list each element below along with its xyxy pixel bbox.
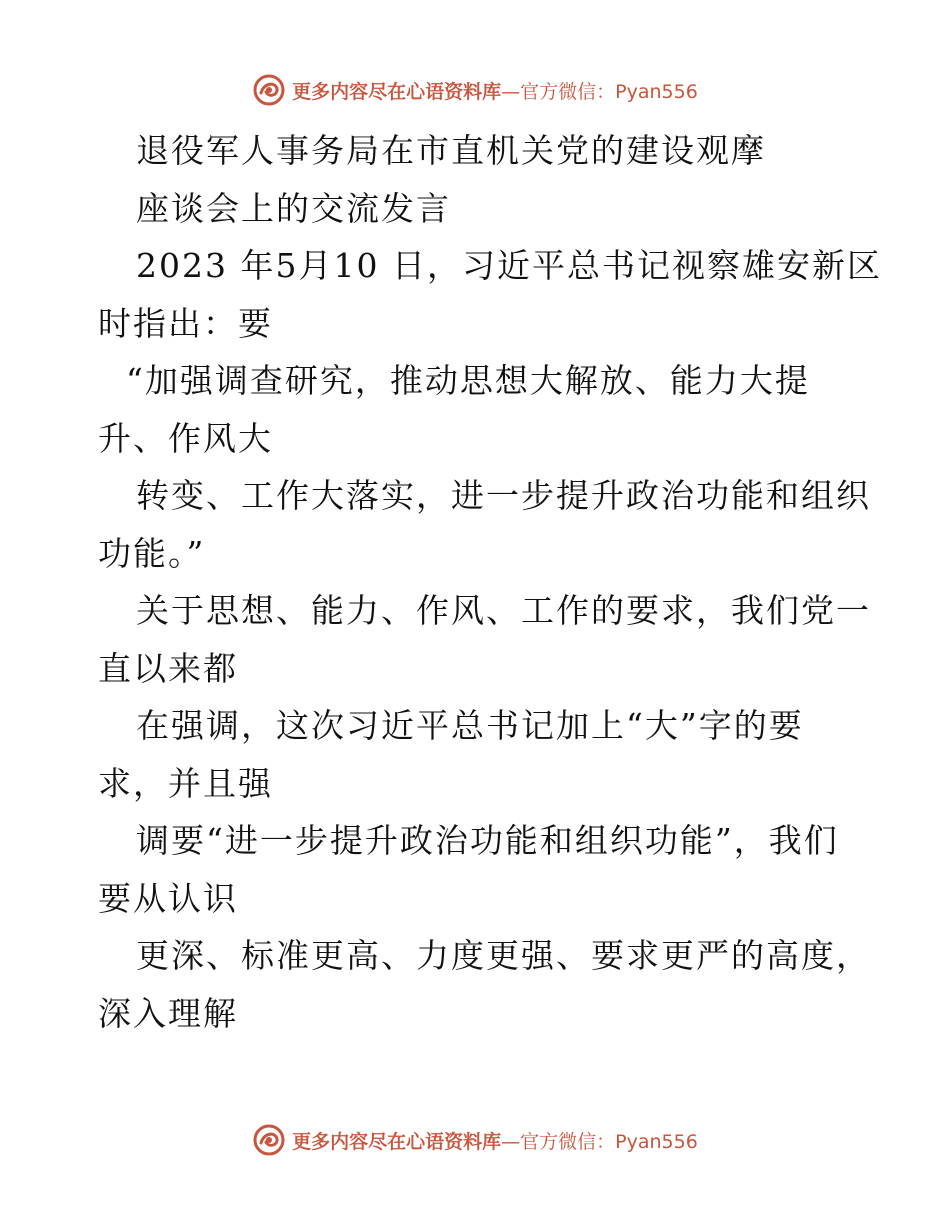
paragraph-line: 深入理解 bbox=[98, 993, 238, 1033]
header-watermark bbox=[0, 70, 950, 110]
paragraph-line: 更深、标准更高、力度更强、要求更严的高度， bbox=[136, 936, 871, 975]
logo-swirl-icon bbox=[252, 1123, 286, 1157]
paragraph-line: 转变、工作大落实，进一步提升政治功能和组织 bbox=[136, 476, 871, 515]
watermark-contact-text: —官方微信：Pyan556 bbox=[501, 1130, 698, 1153]
paragraph-line: 时指出：要 bbox=[98, 303, 273, 343]
paragraph-line: 调要“进一步提升政治功能和组织功能”，我们 bbox=[136, 821, 839, 860]
watermark-contact-text: —官方微信：Pyan556 bbox=[501, 80, 698, 103]
paragraph-line: 直以来都 bbox=[98, 648, 238, 688]
paragraph-line: “加强调查研究，推动思想大解放、能力大提 bbox=[126, 361, 810, 400]
paragraph-line: 在强调，这次习近平总书记加上“大”字的要 bbox=[136, 706, 804, 745]
watermark-lead-text: 更多内容尽在心语资料库 bbox=[292, 1130, 502, 1153]
document-title-line: 退役军人事务局在市直机关党的建设观摩 bbox=[136, 131, 766, 170]
paragraph-line: 要从认识 bbox=[98, 878, 238, 918]
paragraph-line: 功能。” bbox=[98, 533, 206, 573]
paragraph-line: 升、作风大 bbox=[98, 418, 273, 458]
footer-watermark bbox=[0, 1120, 950, 1160]
document-body bbox=[98, 122, 882, 1042]
paragraph-line: 2023 年5月10 日，习近平总书记视察雄安新区 bbox=[136, 246, 882, 285]
logo-swirl-icon bbox=[252, 73, 286, 107]
paragraph-line: 求，并且强 bbox=[98, 763, 273, 803]
paragraph-line: 关于思想、能力、作风、工作的要求，我们党一 bbox=[136, 591, 871, 630]
document-title-line: 座谈会上的交流发言 bbox=[136, 188, 451, 228]
watermark-lead-text: 更多内容尽在心语资料库 bbox=[292, 80, 502, 103]
